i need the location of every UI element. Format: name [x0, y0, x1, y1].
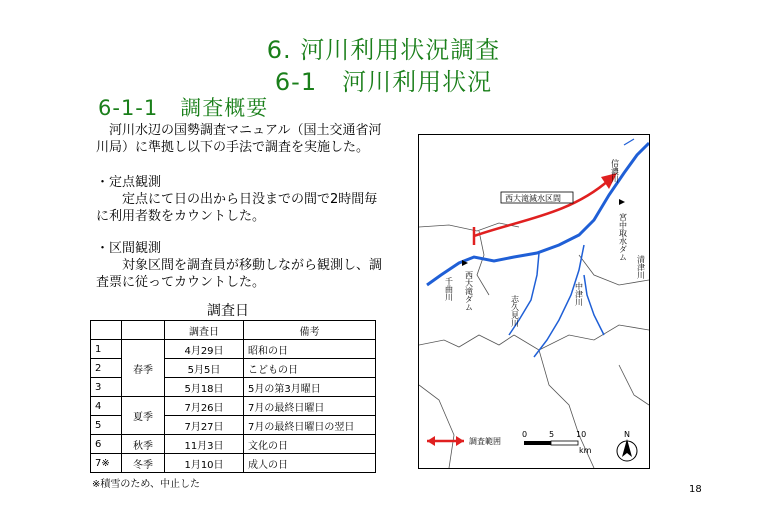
row-date: 5月18日: [165, 378, 244, 397]
legend-label: 調査範囲: [469, 437, 501, 446]
sub-title: 6-1 河川利用状況: [274, 68, 493, 96]
row-number: 6: [91, 435, 122, 454]
scale-0: 0: [522, 430, 528, 439]
table-title: 調査日: [207, 303, 249, 319]
main-title: 6. 河川利用状況調査: [266, 36, 501, 64]
row-note: 昭和の日: [244, 340, 376, 359]
row-note: 7月の最終日曜日の翌日: [244, 416, 376, 435]
row-number: 2: [91, 359, 122, 378]
row-note: 7月の最終日曜日: [244, 397, 376, 416]
row-number: 5: [91, 416, 122, 435]
dam-marker-right: [619, 199, 625, 205]
survey-range-arrow: [474, 173, 617, 245]
row-number: 3: [91, 378, 122, 397]
bullet-fixed-point: ・定点観測: [96, 175, 162, 190]
row-number: 4: [91, 397, 122, 416]
header-date: 調査日: [165, 321, 244, 340]
bullet-fixed-point-text: 定点にて日の出から日没までの間で2時間毎に利用者数をカウントした。: [96, 192, 378, 224]
scale-unit: km: [579, 446, 592, 455]
municipal-boundaries: [419, 223, 649, 468]
header-no: [91, 321, 122, 340]
row-season: 冬季: [122, 454, 165, 473]
header-note: 備考: [244, 321, 376, 340]
row-date: 7月27日: [165, 416, 244, 435]
survey-date-table: [90, 320, 376, 473]
label-dam-right: 宮中取水ダム: [618, 213, 628, 261]
section-title: 6-1-1 調査概要: [98, 96, 269, 120]
row-season: 春季: [122, 340, 165, 397]
scale-10: 10: [576, 430, 587, 439]
north-label: N: [624, 430, 630, 439]
row-note: こどもの日: [244, 359, 376, 378]
label-river-top: 信濃川: [610, 159, 620, 183]
row-date: 1月10日: [165, 454, 244, 473]
table-row: [91, 397, 376, 416]
row-date: 7月26日: [165, 397, 244, 416]
scale-bar: [522, 430, 592, 455]
label-trib-left: 千曲川: [444, 277, 454, 301]
row-note: 成人の日: [244, 454, 376, 473]
row-season: 夏季: [122, 397, 165, 435]
row-date: 4月29日: [165, 340, 244, 359]
label-trib-mid2: 中津川: [574, 282, 584, 306]
table-row: [91, 435, 376, 454]
bullet-section: ・区間観測: [96, 241, 162, 256]
intro-paragraph: 河川水辺の国勢調査マニュアル（国土交通省河川局）に準拠し以下の手法で調査を実施した。: [96, 123, 382, 155]
label-dam-left: 西大滝ダム: [464, 271, 474, 311]
row-number: 7※: [91, 454, 122, 473]
table-header-row: [91, 321, 376, 340]
row-note: 5月の第3月曜日: [244, 378, 376, 397]
row-season: 秋季: [122, 435, 165, 454]
row-number: 1: [91, 340, 122, 359]
page-number: 18: [689, 484, 702, 495]
scale-5: 5: [549, 430, 555, 439]
table-row: [91, 454, 376, 473]
table-row: [91, 340, 376, 359]
map-legend: [427, 436, 501, 446]
row-date: 5月5日: [165, 359, 244, 378]
map-svg: [419, 135, 649, 468]
bullet-section-text: 対象区間を調査員が移動しながら観測し、調査票に従ってカウントした。: [96, 258, 383, 290]
label-trib-mid1: 志久見川: [510, 295, 520, 327]
north-arrow-icon: [617, 430, 637, 461]
table-footnote: ※積雪のため、中止した: [92, 479, 200, 490]
row-note: 文化の日: [244, 435, 376, 454]
tributary-3: [584, 275, 604, 335]
river-map: [418, 134, 650, 469]
label-trib-right: 清津川: [636, 255, 646, 279]
header-season: [122, 321, 165, 340]
range-label: 西大滝減水区間: [505, 194, 561, 203]
row-date: 11月3日: [165, 435, 244, 454]
